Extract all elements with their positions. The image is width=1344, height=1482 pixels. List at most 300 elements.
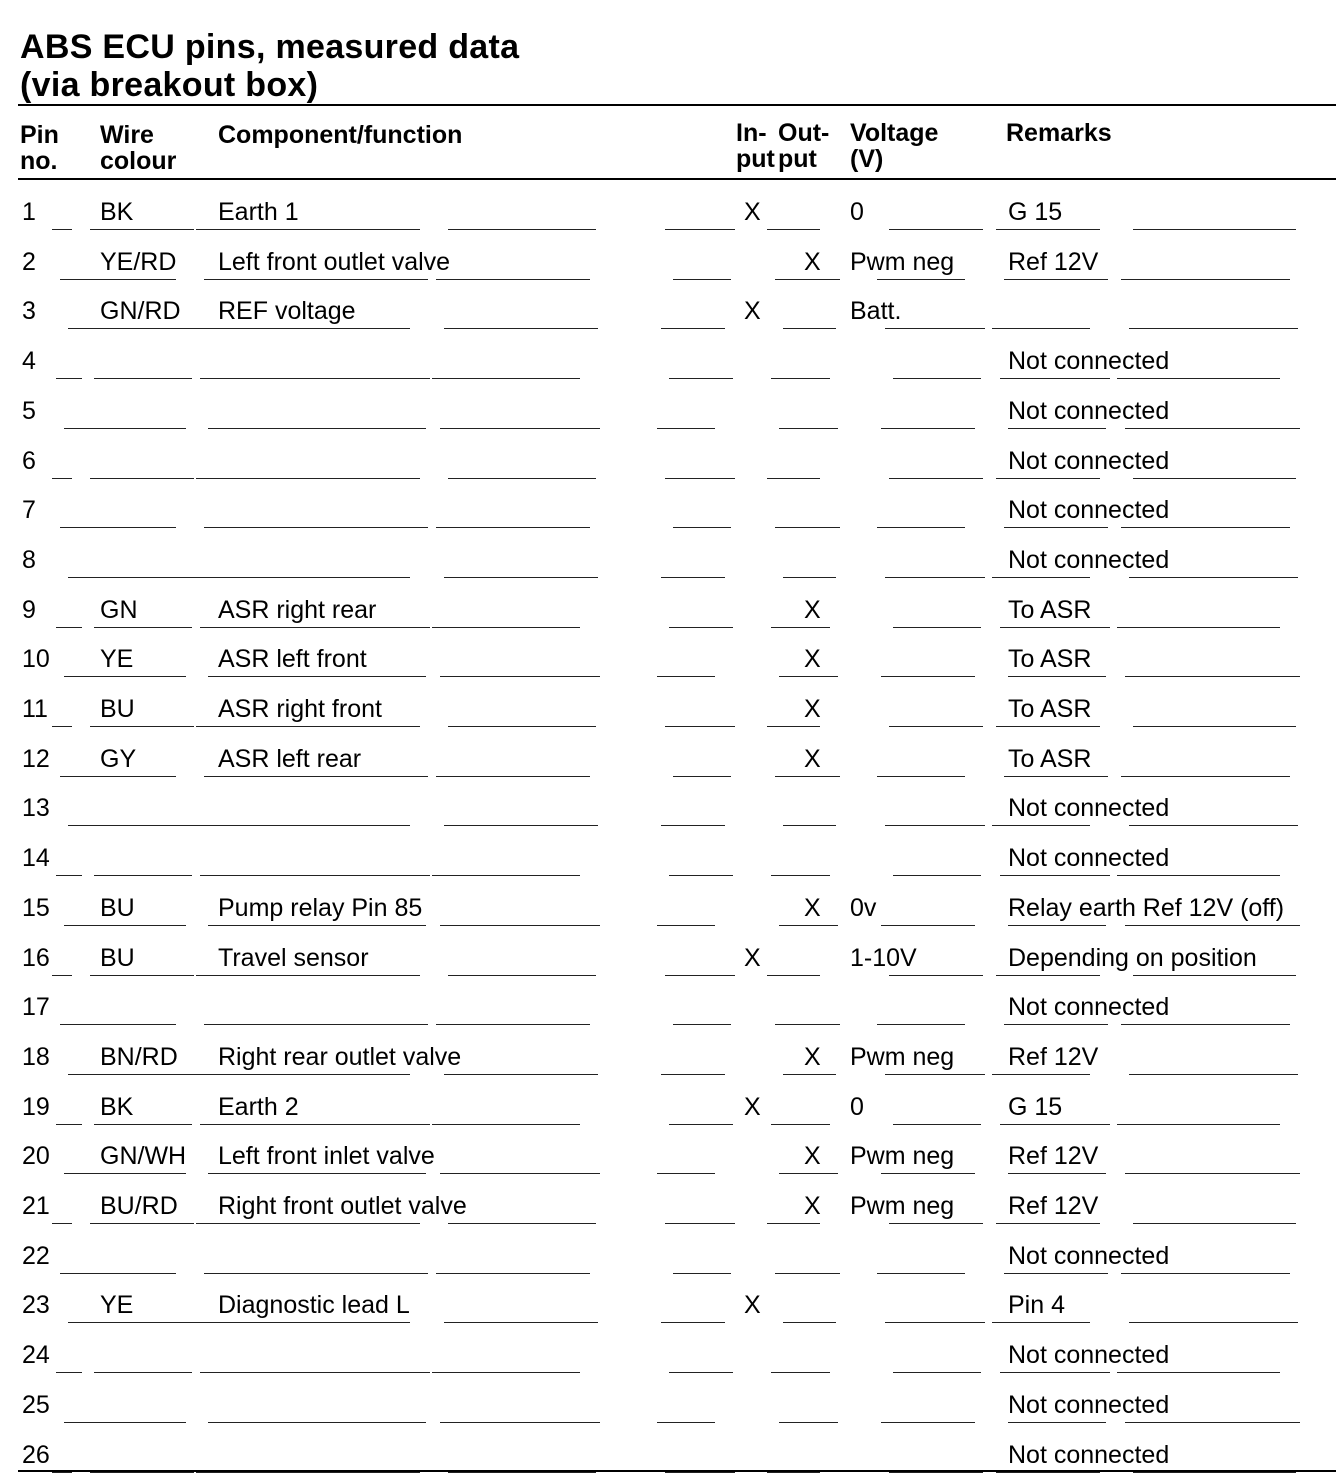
row-underline	[204, 527, 428, 528]
row-underline	[90, 478, 194, 479]
row-underline	[1133, 975, 1296, 976]
row-underline	[665, 478, 735, 479]
table-row	[0, 236, 1344, 286]
row-underline	[56, 1124, 82, 1125]
row-underline	[82, 676, 186, 677]
title-line-2: (via breakout box)	[20, 66, 319, 104]
row-underline	[94, 627, 192, 628]
row-underline	[775, 776, 840, 777]
title-line-1: ABS ECU pins, measured data	[20, 28, 520, 66]
row-underline	[1121, 279, 1290, 280]
cell-pin: 23	[22, 1291, 50, 1320]
cell-voltage: Pwm neg	[850, 1192, 955, 1220]
row-underline	[440, 428, 600, 429]
cell-remarks: G 15	[1008, 198, 1063, 226]
cell-voltage: 0v	[850, 893, 877, 922]
table-row	[0, 335, 1344, 385]
row-underline	[889, 229, 983, 230]
row-underline	[665, 1223, 735, 1224]
row-underline	[767, 478, 820, 479]
cell-remarks: To ASR	[1008, 695, 1092, 723]
row-underline	[885, 1074, 985, 1075]
row-underline	[192, 328, 410, 329]
row-underline	[783, 328, 836, 329]
row-underline	[68, 1322, 88, 1323]
row-underline	[200, 378, 430, 379]
cell-wire: BU	[100, 943, 135, 972]
row-underline	[771, 1372, 830, 1373]
table-row	[0, 1329, 1344, 1379]
cell-component: Diagnostic lead L	[218, 1291, 410, 1320]
cell-pin: 8	[22, 545, 36, 574]
cell-wire: GY	[100, 744, 137, 773]
cell-pin: 11	[22, 695, 48, 723]
row-underline	[204, 1273, 428, 1274]
cell-pin: 18	[22, 1042, 50, 1071]
row-underline	[440, 676, 600, 677]
row-underline	[82, 1422, 186, 1423]
row-underline	[783, 577, 836, 578]
cell-wire: BN/RD	[100, 1042, 178, 1071]
row-underline	[196, 229, 420, 230]
row-underline	[68, 328, 88, 329]
row-underline	[200, 875, 430, 876]
cell-remarks: Depending on position	[1008, 943, 1257, 972]
row-underline	[444, 825, 598, 826]
row-underline	[432, 378, 580, 379]
cell-remarks: Relay earth Ref 12V (off)	[1008, 893, 1285, 922]
cell-wire: BK	[100, 1092, 134, 1121]
row-underline	[208, 1173, 426, 1174]
row-underline	[196, 726, 420, 727]
table-row	[0, 882, 1344, 932]
cell-voltage: Pwm neg	[850, 247, 955, 276]
row-underline	[94, 875, 192, 876]
table-row	[0, 385, 1344, 435]
cell-remarks: Ref 12V	[1008, 247, 1099, 276]
row-underline	[1117, 627, 1280, 628]
header-remarks: Remarks	[1006, 119, 1112, 147]
row-underline	[779, 676, 838, 677]
row-underline	[68, 825, 88, 826]
table-row	[0, 782, 1344, 832]
row-underline	[775, 1024, 840, 1025]
cell-component: REF voltage	[218, 297, 356, 326]
row-underline	[200, 1372, 430, 1373]
cell-voltage: Batt.	[850, 297, 902, 326]
cell-wire: BU	[100, 695, 135, 723]
cell-voltage: 0	[850, 198, 864, 226]
cell-output: X	[804, 695, 821, 723]
row-underline	[877, 1024, 965, 1025]
cell-pin: 15	[22, 893, 50, 922]
table-row	[0, 1279, 1344, 1329]
row-underline	[1125, 676, 1300, 677]
row-underline	[82, 1173, 186, 1174]
page-title	[20, 28, 519, 104]
row-underline	[52, 726, 72, 727]
table-row	[0, 1130, 1344, 1180]
cell-component: Right front outlet valve	[218, 1192, 467, 1220]
top-rule	[18, 104, 1336, 106]
row-underline	[432, 1372, 580, 1373]
cell-pin: 20	[22, 1142, 50, 1171]
row-underline	[440, 925, 600, 926]
row-underline	[661, 1074, 725, 1075]
cell-remarks: Not connected	[1008, 496, 1170, 525]
row-underline	[665, 975, 735, 976]
row-underline	[657, 428, 715, 429]
row-underline	[432, 875, 580, 876]
cell-remarks: Ref 12V	[1008, 1042, 1099, 1071]
cell-remarks: Not connected	[1008, 1241, 1170, 1270]
row-underline	[661, 328, 725, 329]
cell-voltage: 0	[850, 1092, 864, 1121]
row-underline	[196, 1223, 420, 1224]
row-underline	[1121, 1024, 1290, 1025]
row-underline	[992, 328, 1090, 329]
cell-pin: 22	[22, 1241, 50, 1270]
row-underline	[52, 478, 72, 479]
row-underline	[779, 1173, 838, 1174]
row-underline	[192, 577, 410, 578]
row-underline	[669, 627, 733, 628]
row-underline	[56, 1372, 82, 1373]
cell-wire: GN/WH	[100, 1142, 187, 1171]
cell-remarks: Not connected	[1008, 844, 1170, 873]
row-underline	[78, 527, 176, 528]
cell-wire: BU	[100, 893, 135, 922]
row-underline	[1129, 1074, 1298, 1075]
table-row	[0, 435, 1344, 485]
row-underline	[68, 1074, 88, 1075]
cell-pin: 1	[22, 198, 36, 226]
cell-output: X	[804, 893, 821, 922]
row-underline	[1000, 378, 1110, 379]
cell-remarks: Ref 12V	[1008, 1192, 1099, 1220]
row-underline	[877, 279, 965, 280]
cell-wire: YE	[100, 1291, 134, 1320]
cell-input: X	[744, 1092, 761, 1121]
row-underline	[448, 478, 596, 479]
row-underline	[1117, 875, 1280, 876]
cell-output: X	[804, 1042, 821, 1071]
row-underline	[192, 1322, 410, 1323]
cell-pin: 3	[22, 297, 36, 326]
cell-component: ASR left rear	[218, 744, 362, 773]
cell-pin: 5	[22, 396, 36, 425]
row-underline	[444, 1322, 598, 1323]
row-underline	[1117, 1372, 1280, 1373]
row-underline	[889, 478, 983, 479]
row-underline	[1000, 1124, 1110, 1125]
row-underline	[192, 825, 410, 826]
table-row	[0, 1379, 1344, 1429]
row-underline	[436, 527, 590, 528]
cell-output: X	[804, 595, 821, 624]
row-underline	[90, 975, 194, 976]
row-underline	[767, 1223, 820, 1224]
row-underline	[204, 279, 428, 280]
row-underline	[669, 1124, 733, 1125]
row-underline	[1008, 428, 1106, 429]
cell-output: X	[804, 744, 821, 773]
cell-wire: GN/RD	[100, 297, 181, 326]
row-underline	[52, 229, 72, 230]
header-output: Out- put	[778, 119, 830, 173]
row-underline	[767, 726, 820, 727]
cell-remarks: Not connected	[1008, 347, 1170, 376]
row-underline	[881, 1422, 975, 1423]
cell-remarks: To ASR	[1008, 744, 1092, 773]
cell-component: Earth 1	[218, 198, 299, 226]
table-row	[0, 1180, 1344, 1230]
row-underline	[82, 428, 186, 429]
row-underline	[661, 1322, 725, 1323]
row-underline	[889, 975, 983, 976]
row-underline	[86, 328, 196, 329]
row-underline	[779, 1422, 838, 1423]
row-underline	[444, 577, 598, 578]
row-underline	[996, 478, 1100, 479]
row-underline	[52, 1223, 72, 1224]
row-underline	[1004, 527, 1108, 528]
row-underline	[436, 776, 590, 777]
cell-pin: 10	[22, 645, 50, 674]
row-underline	[1129, 577, 1298, 578]
table-row	[0, 981, 1344, 1031]
cell-component: Travel sensor	[218, 943, 369, 972]
cell-wire: YE	[100, 645, 134, 674]
row-underline	[86, 1322, 196, 1323]
cell-pin: 2	[22, 247, 36, 276]
row-underline	[1004, 776, 1108, 777]
cell-output: X	[804, 1142, 821, 1171]
table-row	[0, 733, 1344, 783]
row-underline	[665, 229, 735, 230]
cell-remarks: Not connected	[1008, 446, 1170, 475]
cell-input: X	[744, 297, 761, 326]
row-underline	[1000, 875, 1110, 876]
cell-remarks: Not connected	[1008, 1390, 1170, 1419]
row-underline	[90, 726, 194, 727]
row-underline	[1008, 925, 1106, 926]
row-underline	[992, 577, 1090, 578]
cell-component: ASR right front	[218, 695, 382, 723]
row-underline	[1004, 1024, 1108, 1025]
header-input: In- put	[736, 119, 775, 173]
cell-pin: 17	[22, 993, 50, 1022]
cell-remarks: Ref 12V	[1008, 1142, 1099, 1171]
row-underline	[82, 925, 186, 926]
table-row	[0, 1081, 1344, 1131]
row-underline	[68, 577, 88, 578]
header-voltage: Voltage (V)	[850, 119, 939, 173]
cell-component: Right rear outlet valve	[218, 1042, 462, 1071]
row-underline	[893, 627, 981, 628]
row-underline	[1004, 1273, 1108, 1274]
row-underline	[661, 577, 725, 578]
row-underline	[94, 1124, 192, 1125]
row-underline	[771, 627, 830, 628]
row-underline	[94, 1372, 192, 1373]
row-underline	[444, 1074, 598, 1075]
row-underline	[992, 1074, 1090, 1075]
row-underline	[885, 577, 985, 578]
cell-remarks: Not connected	[1008, 993, 1170, 1022]
cell-component: ASR right rear	[218, 595, 377, 624]
row-underline	[885, 825, 985, 826]
row-underline	[1000, 627, 1110, 628]
row-underline	[56, 627, 82, 628]
row-underline	[1000, 1372, 1110, 1373]
cell-remarks: Not connected	[1008, 545, 1170, 574]
cell-voltage: Pwm neg	[850, 1042, 955, 1071]
row-underline	[657, 1422, 715, 1423]
cell-voltage: 1-10V	[850, 943, 917, 972]
cell-pin: 13	[22, 794, 50, 823]
cell-pin: 6	[22, 446, 36, 475]
row-underline	[877, 1273, 965, 1274]
row-underline	[893, 1124, 981, 1125]
row-underline	[436, 279, 590, 280]
row-underline	[1125, 428, 1300, 429]
row-underline	[1133, 229, 1296, 230]
row-underline	[673, 279, 731, 280]
row-underline	[200, 627, 430, 628]
cell-wire: GN	[100, 595, 138, 624]
row-underline	[56, 378, 82, 379]
cell-pin: 14	[22, 844, 50, 873]
row-underline	[1008, 1173, 1106, 1174]
row-underline	[665, 726, 735, 727]
row-underline	[996, 229, 1100, 230]
row-underline	[893, 875, 981, 876]
row-underline	[204, 1024, 428, 1025]
row-underline	[208, 428, 426, 429]
cell-wire: BU/RD	[100, 1192, 178, 1220]
row-underline	[192, 1074, 410, 1075]
row-underline	[86, 825, 196, 826]
row-underline	[90, 1223, 194, 1224]
cell-component: Pump relay Pin 85	[218, 893, 423, 922]
row-underline	[779, 925, 838, 926]
row-underline	[1121, 1273, 1290, 1274]
row-underline	[673, 1273, 731, 1274]
row-underline	[1117, 1124, 1280, 1125]
row-underline	[444, 328, 598, 329]
row-underline	[1004, 279, 1108, 280]
row-underline	[877, 776, 965, 777]
row-underline	[196, 975, 420, 976]
table-row	[0, 534, 1344, 584]
row-underline	[669, 875, 733, 876]
header-component: Component/function	[218, 121, 463, 149]
table-row	[0, 285, 1344, 335]
row-underline	[1125, 925, 1300, 926]
row-underline	[1121, 776, 1290, 777]
row-underline	[1129, 825, 1298, 826]
row-underline	[881, 676, 975, 677]
row-underline	[436, 1024, 590, 1025]
cell-remarks: Pin 4	[1008, 1291, 1065, 1320]
row-underline	[1008, 676, 1106, 677]
row-underline	[885, 1322, 985, 1323]
cell-component: Earth 2	[218, 1092, 299, 1121]
row-underline	[208, 925, 426, 926]
cell-output: X	[804, 1192, 821, 1220]
row-underline	[992, 1322, 1090, 1323]
cell-remarks: Not connected	[1008, 1440, 1170, 1469]
row-underline	[771, 1124, 830, 1125]
cell-pin: 25	[22, 1390, 50, 1419]
cell-input: X	[744, 198, 761, 226]
row-underline	[889, 726, 983, 727]
row-underline	[889, 1223, 983, 1224]
row-underline	[448, 1223, 596, 1224]
row-underline	[78, 1273, 176, 1274]
table-row	[0, 584, 1344, 634]
row-underline	[448, 726, 596, 727]
row-underline	[1133, 478, 1296, 479]
row-underline	[881, 428, 975, 429]
cell-pin: 24	[22, 1341, 50, 1370]
row-underline	[1125, 1173, 1300, 1174]
row-underline	[52, 975, 72, 976]
row-underline	[196, 478, 420, 479]
cell-remarks: Not connected	[1008, 1341, 1170, 1370]
table-row	[0, 932, 1344, 982]
cell-pin: 4	[22, 347, 36, 376]
row-underline	[1129, 328, 1298, 329]
row-underline	[775, 279, 840, 280]
table-row	[0, 683, 1344, 733]
row-underline	[996, 975, 1100, 976]
table-row	[0, 633, 1344, 683]
row-underline	[86, 1074, 196, 1075]
row-underline	[440, 1173, 600, 1174]
cell-remarks: To ASR	[1008, 595, 1092, 624]
row-underline	[775, 527, 840, 528]
cell-pin: 21	[22, 1192, 50, 1220]
row-underline	[432, 627, 580, 628]
header-wire: Wire colour	[100, 121, 177, 175]
row-underline	[996, 726, 1100, 727]
row-underline	[94, 378, 192, 379]
row-underline	[1121, 527, 1290, 528]
row-underline	[448, 975, 596, 976]
cell-remarks: Not connected	[1008, 794, 1170, 823]
row-underline	[893, 378, 981, 379]
table-row	[0, 832, 1344, 882]
row-underline	[1133, 726, 1296, 727]
row-underline	[775, 1273, 840, 1274]
cell-pin: 19	[22, 1092, 50, 1121]
row-underline	[992, 825, 1090, 826]
row-underline	[779, 428, 838, 429]
row-underline	[200, 1124, 430, 1125]
row-underline	[78, 279, 176, 280]
row-underline	[669, 378, 733, 379]
cell-wire: YE/RD	[100, 247, 177, 276]
row-underline	[204, 776, 428, 777]
row-underline	[881, 1173, 975, 1174]
row-underline	[673, 1024, 731, 1025]
row-underline	[1133, 1223, 1296, 1224]
row-underline	[448, 229, 596, 230]
row-underline	[771, 378, 830, 379]
row-underline	[657, 925, 715, 926]
